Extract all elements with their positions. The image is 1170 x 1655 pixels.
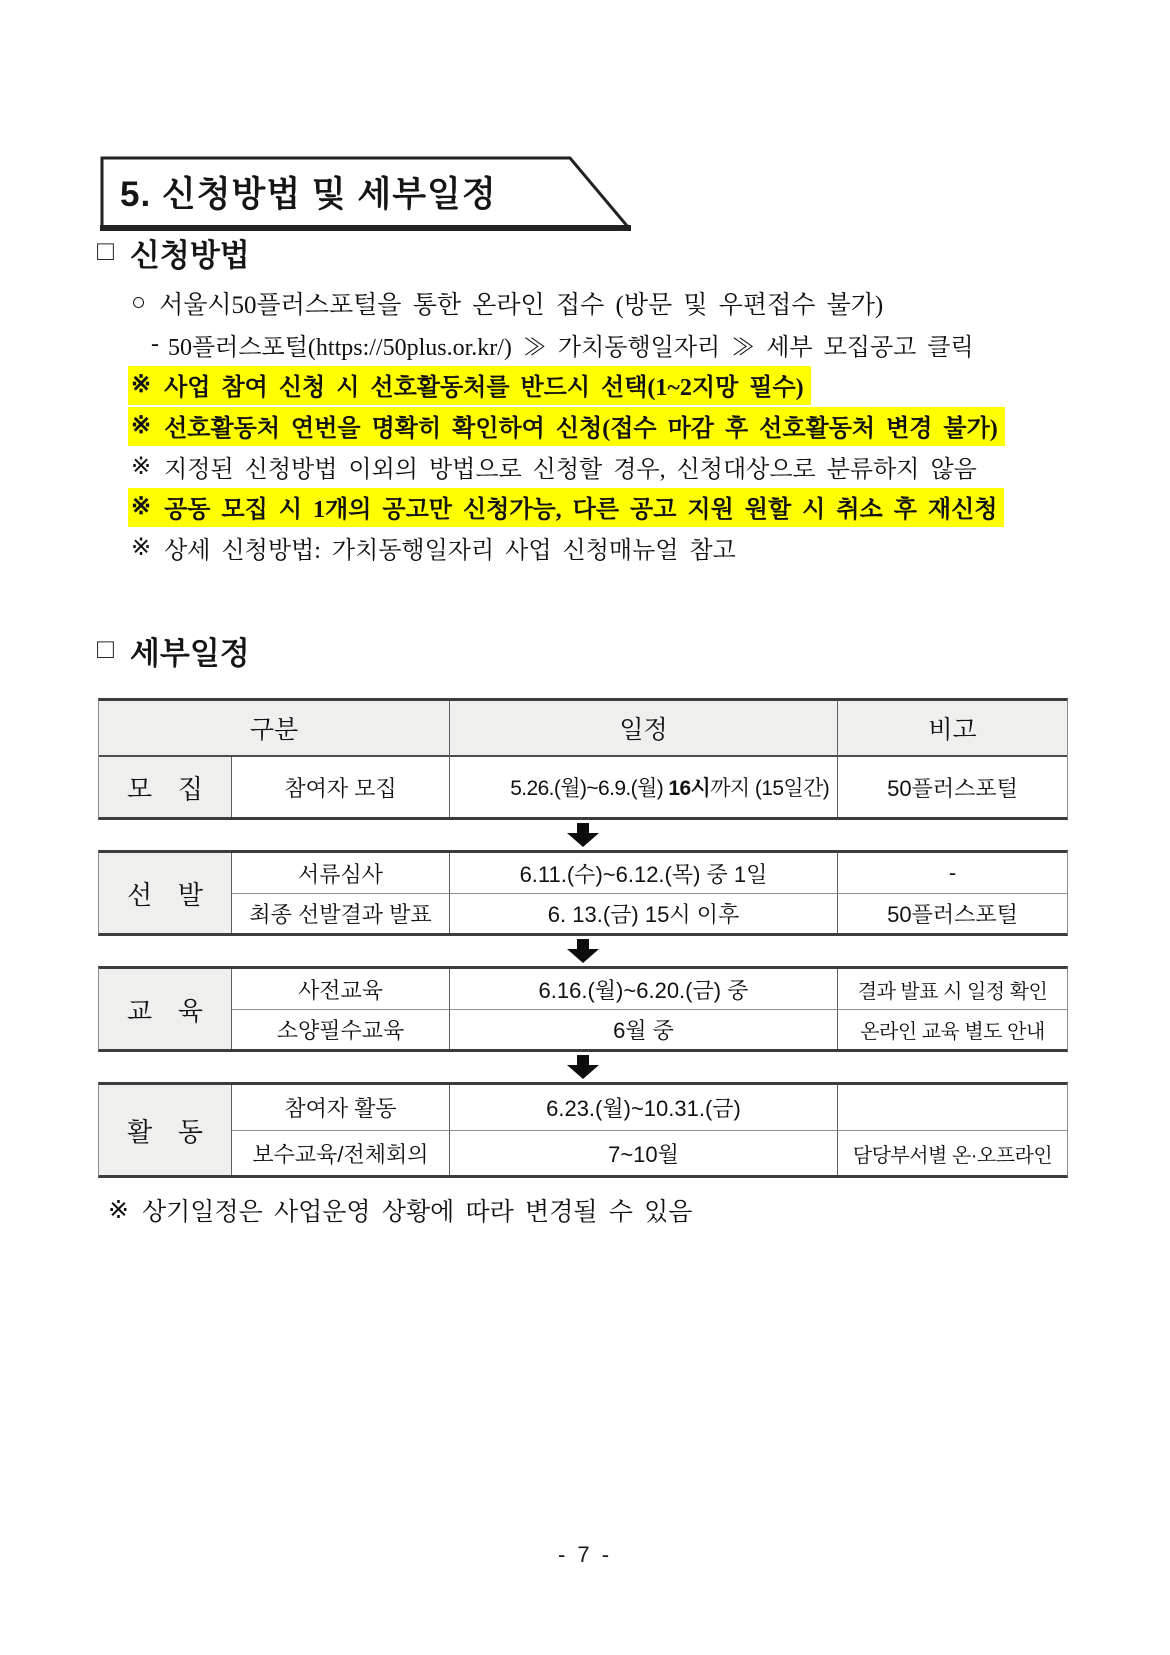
schedule-footnote-text: 상기일정은 사업운영 상황에 따라 변경될 수 있음 [141,1199,693,1226]
cell-schedule: 6.11.(수)~6.12.(목) 중 1일 [449,853,837,893]
page-title: 5. 신청방법 및 세부일정 [120,175,497,214]
schedule-group-selection [98,850,1068,936]
cell-schedule: 6.23.(월)~10.31.(금) [449,1085,837,1130]
cell-note: - [837,853,1067,893]
notice-line-single-apply-text: 공동 모집 시 1개의 공고만 신청가능, 다른 공고 지원 원할 시 취소 후 재신청 [164,497,998,524]
notice-line-invalid-method [128,447,1093,488]
notice-line-preferred-select-text: 사업 참여 신청 시 선호활동처를 반드시 선택(1~2지망 필수) [164,375,804,402]
cell-note: 50플러스포털 [837,893,1067,933]
schedule-group-activity [98,1082,1068,1178]
down-arrow-icon [577,823,589,833]
cell-schedule: 6. 13.(금) 15시 이후 [449,893,837,933]
flow-arrow [98,936,1068,966]
heading-detail-schedule-label: 세부일정 [129,636,250,671]
heading-apply-method [97,230,250,275]
reference-mark-icon: ※ [108,1197,129,1224]
circle-bullet-icon: ○ [131,289,147,317]
notice-line-check-number-text: 선호활동처 연번을 명확히 확인하여 신청(접수 마감 후 선호활동처 변경 불가) [164,415,998,442]
reference-mark-icon: ※ [131,412,152,439]
heading-apply-method-label: 신청방법 [129,238,250,273]
cell-schedule: 5.26.(월)~6.9.(월) 16시까지 (15일간) [449,757,837,817]
deadline-time-bold: 16시 [668,777,711,800]
apply-line-online-text: 서울시50플러스포털을 통한 온라인 접수 (방문 및 우편접수 불가) [159,292,884,320]
column-header-note: 비고 [837,701,1067,757]
notice-line-preferred-select [128,365,1093,406]
schedule-table [98,698,1068,1178]
cell-note: 담당부서별 온·오프라인 [837,1130,1067,1175]
section-title-banner [100,156,632,234]
group-label-activity: 활 동 [99,1085,231,1175]
down-arrow-icon [577,939,589,949]
cell-schedule: 6월 중 [449,1009,837,1049]
notice-line-manual-text: 상세 신청방법: 가치동행일자리 사업 신청매뉴얼 참고 [164,537,736,564]
square-bullet-icon: □ [97,234,114,266]
schedule-footnote [108,1192,692,1228]
dash-bullet-icon: - [151,330,159,357]
notice-line-invalid-method-text: 지정된 신청방법 이외의 방법으로 신청할 경우, 신청대상으로 분류하지 않음 [164,456,977,483]
reference-mark-icon: ※ [131,494,152,521]
group-label-recruit: 모 집 [99,757,231,817]
schedule-group-education [98,966,1068,1052]
schedule-group-recruit [98,698,1068,820]
group-label-selection: 선 발 [99,853,231,933]
heading-detail-schedule [97,628,250,673]
column-header-schedule: 일정 [449,701,837,757]
group-label-education: 교 육 [99,969,231,1049]
cell-note [837,1085,1067,1130]
notice-line-check-number [128,406,1093,447]
page-number: - 7 - [557,1542,613,1567]
apply-line-portal-path-text: 50플러스포털(https://50plus.or.kr/) ≫ 가치동행일자리 ≫ 세부 모집공고 클릭 [168,334,974,361]
apply-line-portal-path [148,325,1093,366]
cell-note: 결과 발표 시 일정 확인 [837,969,1067,1009]
cell-item: 서류심사 [231,853,449,893]
column-header-category: 구분 [99,701,449,757]
flow-arrow [98,1052,1068,1082]
cell-note: 50플러스포털 [837,757,1067,817]
notice-line-single-apply [128,487,1093,528]
reference-mark-icon: ※ [131,534,152,561]
cell-item: 참여자 활동 [231,1085,449,1130]
apply-method-lines [128,284,1093,569]
cell-schedule: 6.16.(월)~6.20.(금) 중 [449,969,837,1009]
square-bullet-icon: □ [97,632,114,664]
cell-note: 온라인 교육 별도 안내 [837,1009,1067,1049]
cell-item: 최종 선발결과 발표 [231,893,449,933]
reference-mark-icon: ※ [131,372,152,399]
cell-item: 사전교육 [231,969,449,1009]
flow-arrow [98,820,1068,850]
apply-line-online [128,284,1093,325]
cell-item: 보수교육/전체회의 [231,1130,449,1175]
reference-mark-icon: ※ [131,453,152,480]
notice-line-manual [128,528,1093,569]
down-arrow-icon [577,1055,589,1065]
cell-schedule: 7~10월 [449,1130,837,1175]
cell-item: 소양필수교육 [231,1009,449,1049]
cell-item: 참여자 모집 [231,757,449,817]
